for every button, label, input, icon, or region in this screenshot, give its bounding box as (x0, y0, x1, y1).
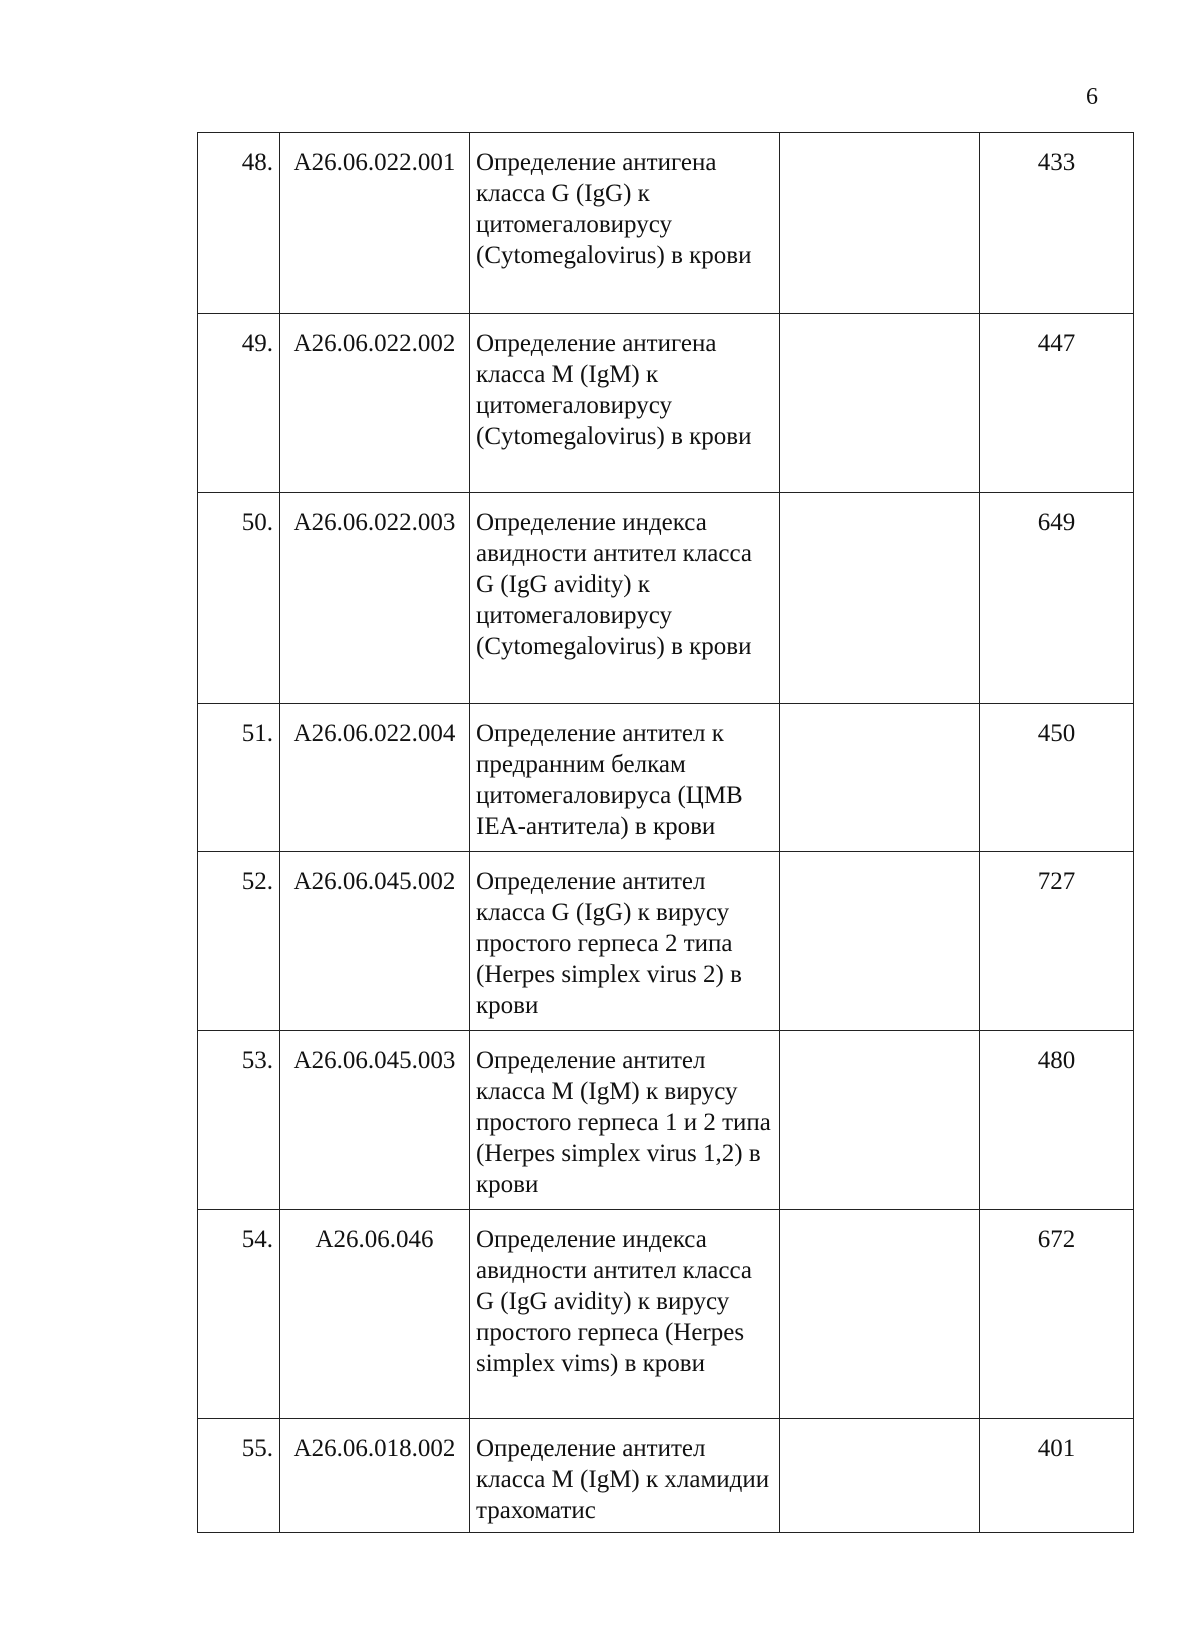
service-name: Определение антигена класса M (IgM) к цитомегаловирусу (Cytomegalovirus) в крови (470, 314, 780, 493)
row-number: 51. (198, 704, 280, 852)
service-code: A26.06.045.002 (280, 852, 470, 1031)
table-row (198, 493, 1134, 704)
empty-cell (780, 1031, 980, 1210)
service-name: Определение антигена класса G (IgG) к цитомегаловирусу (Cytomegalovirus) в крови (470, 133, 780, 314)
service-code: A26.06.018.002 (280, 1419, 470, 1533)
service-price: 480 (980, 1031, 1134, 1210)
service-code: A26.06.022.004 (280, 704, 470, 852)
row-number: 50. (198, 493, 280, 704)
service-price: 447 (980, 314, 1134, 493)
row-number: 53. (198, 1031, 280, 1210)
row-number: 48. (198, 133, 280, 314)
empty-cell (780, 704, 980, 852)
service-name: Определение индекса авидности антител класса G (IgG avidity) к вирусу простого герпеса (Herpes simplex vims) в крови (470, 1210, 780, 1419)
service-price: 450 (980, 704, 1134, 852)
service-name: Определение антител класса G (IgG) к вирусу простого герпеса 2 типа (Herpes simplex virus 2) в крови (470, 852, 780, 1031)
service-price: 672 (980, 1210, 1134, 1419)
service-code: A26.06.022.003 (280, 493, 470, 704)
empty-cell (780, 852, 980, 1031)
empty-cell (780, 314, 980, 493)
service-name: Определение антител класса M (IgM) к хламидии трахоматис (470, 1419, 780, 1533)
service-price: 727 (980, 852, 1134, 1031)
row-number: 54. (198, 1210, 280, 1419)
service-price: 401 (980, 1419, 1134, 1533)
row-number: 52. (198, 852, 280, 1031)
table-row (198, 852, 1134, 1031)
service-price: 649 (980, 493, 1134, 704)
empty-cell (780, 1419, 980, 1533)
service-code: A26.06.046 (280, 1210, 470, 1419)
row-number: 55. (198, 1419, 280, 1533)
empty-cell (780, 133, 980, 314)
table-row (198, 1419, 1134, 1533)
empty-cell (780, 493, 980, 704)
service-name: Определение антител класса M (IgM) к вирусу простого герпеса 1 и 2 типа (Herpes simplex virus 1,2) в крови (470, 1031, 780, 1210)
table-row (198, 314, 1134, 493)
table-row (198, 704, 1134, 852)
service-name: Определение индекса авидности антител класса G (IgG avidity) к цитомегаловирусу (Cytomegalovirus) в крови (470, 493, 780, 704)
table-row (198, 1031, 1134, 1210)
table-row (198, 133, 1134, 314)
services-price-table (197, 132, 1134, 1533)
service-price: 433 (980, 133, 1134, 314)
service-code: A26.06.022.002 (280, 314, 470, 493)
table-row (198, 1210, 1134, 1419)
service-code: A26.06.022.001 (280, 133, 470, 314)
page-number: 6 (1086, 84, 1098, 110)
row-number: 49. (198, 314, 280, 493)
empty-cell (780, 1210, 980, 1419)
service-code: A26.06.045.003 (280, 1031, 470, 1210)
service-name: Определение антител к предранним белкам цитомегаловируса (ЦМВ IEA-антитела) в крови (470, 704, 780, 852)
